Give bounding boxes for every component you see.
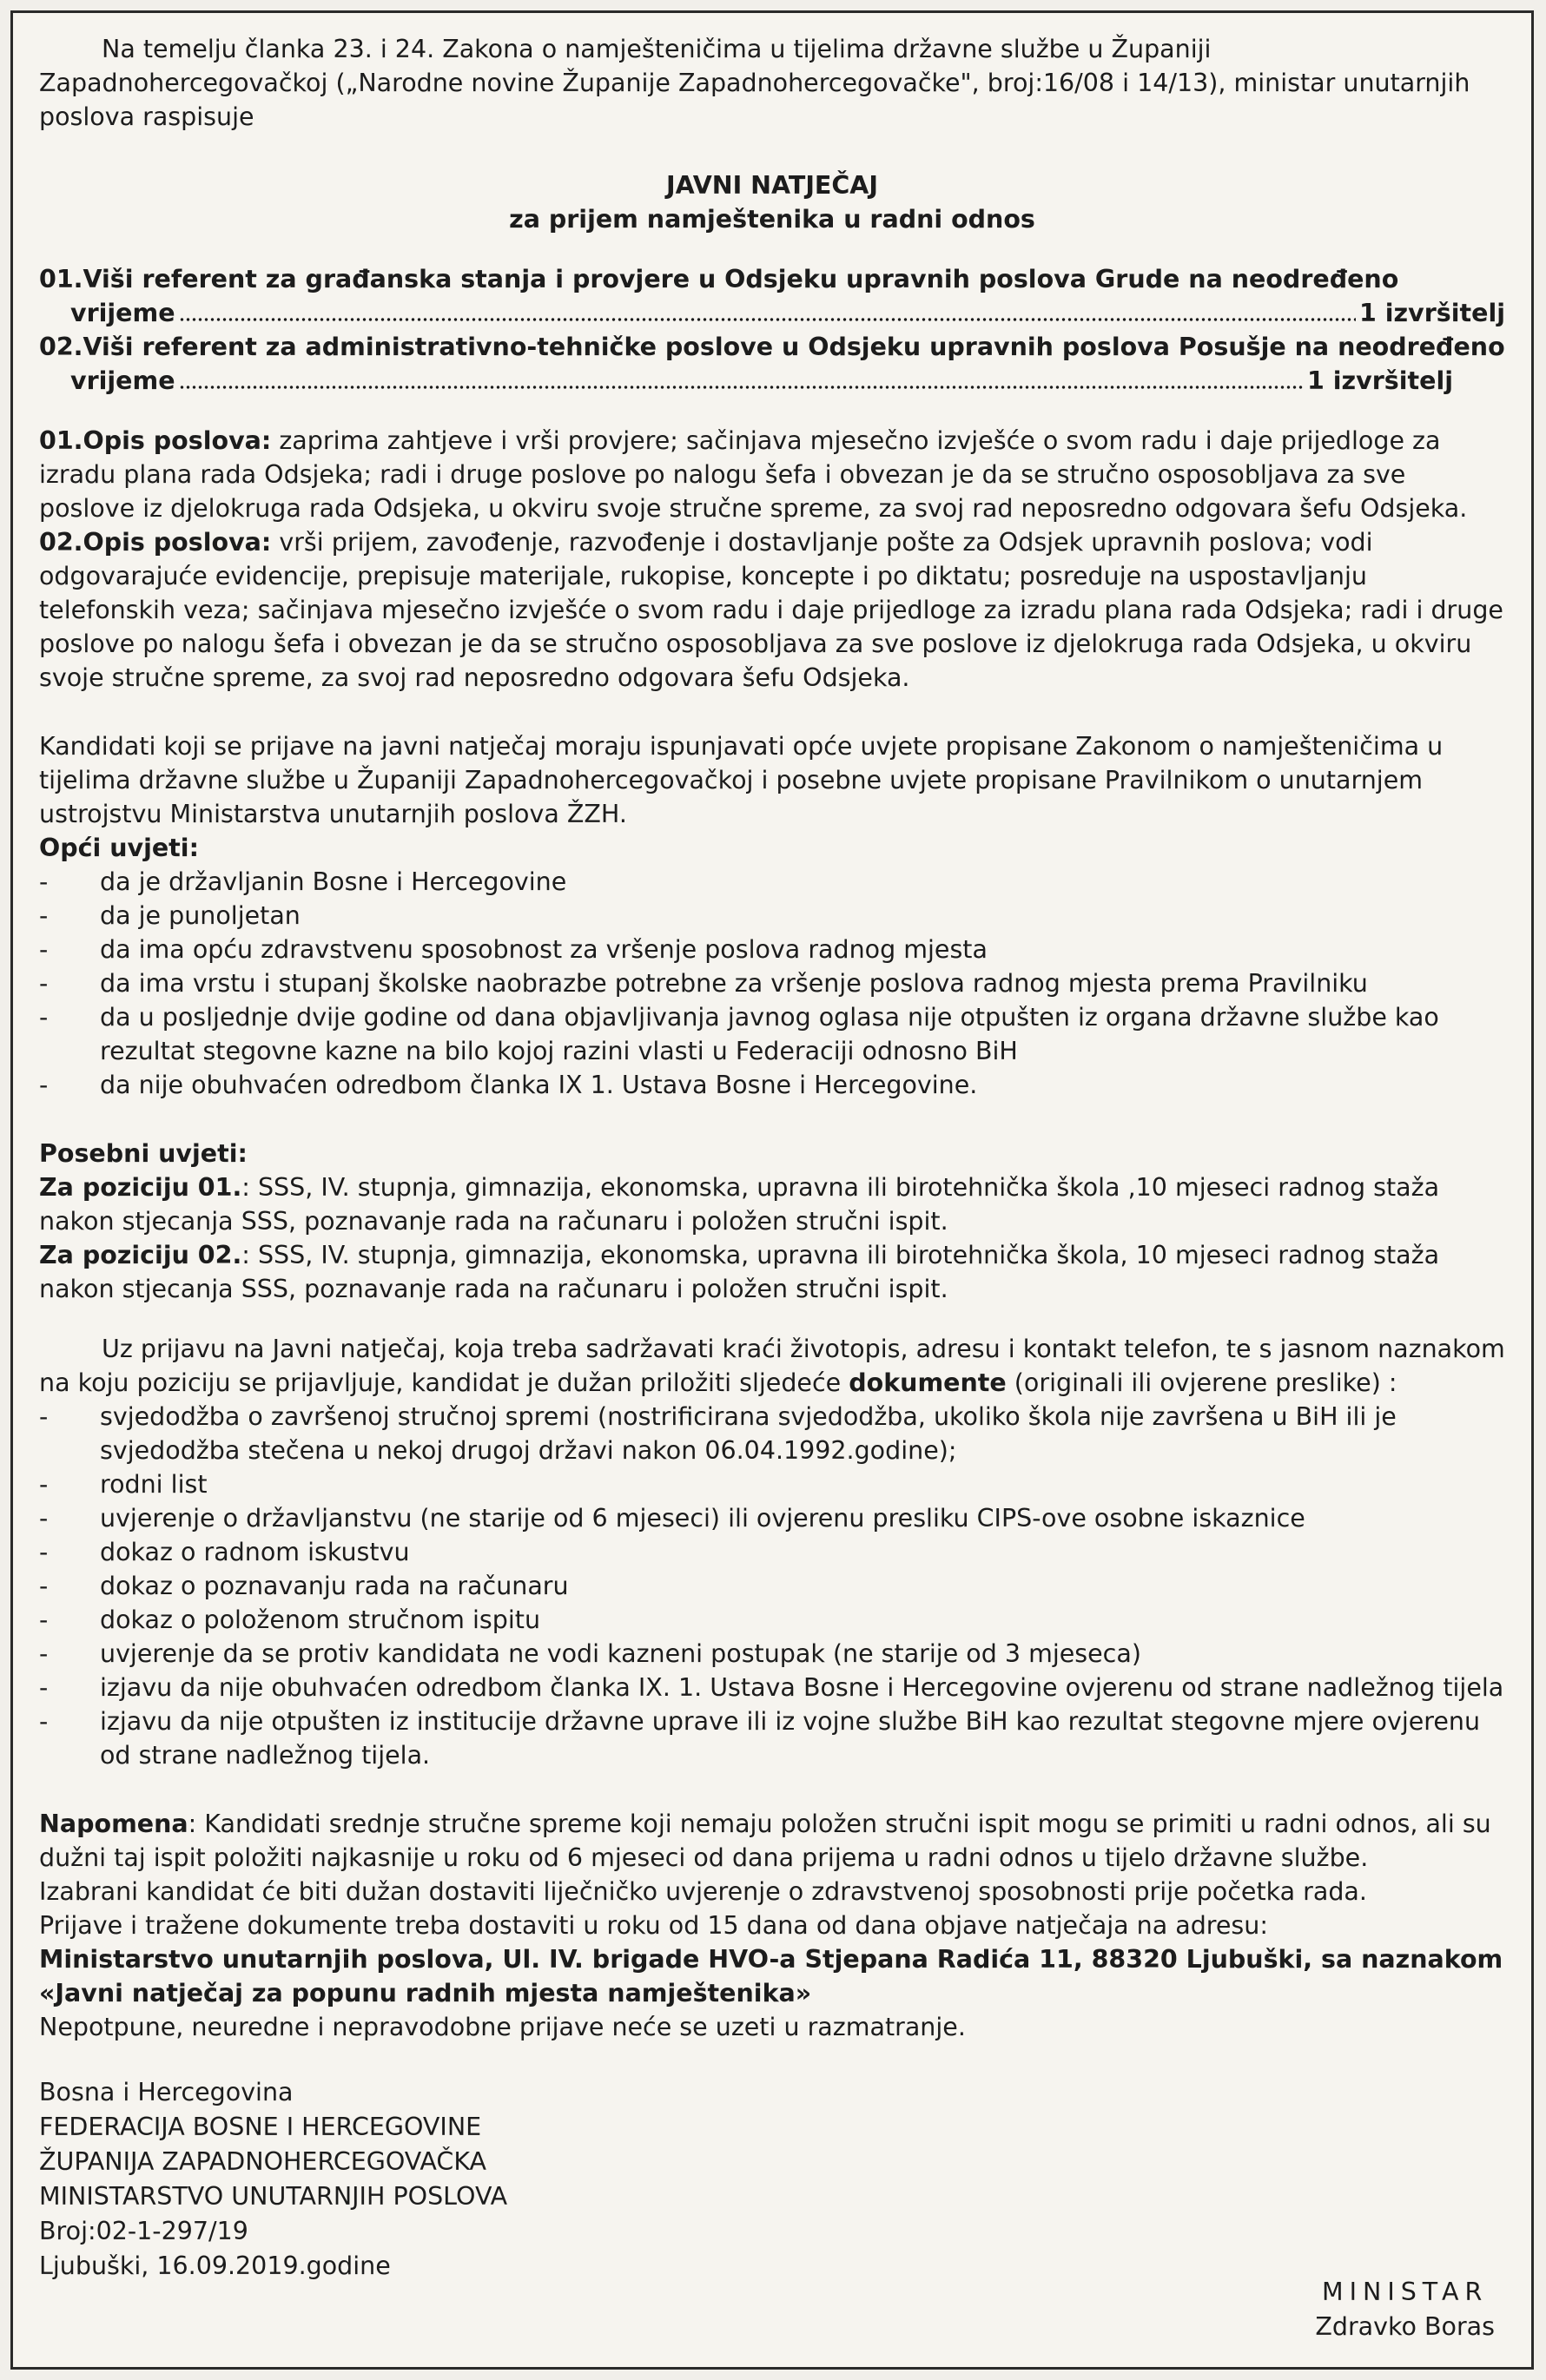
position-02-count-row [39,364,1505,398]
list-item: - da ima vrstu i stupanj školske naobrazbe potrebne za vršenje poslova radnog mjesta prema Pravilniku [39,969,1368,998]
position-01-title: 01.Viši referent za građanska stanja i provjere u Odsjeku upravnih poslova Grude na neodređeno [39,265,1399,293]
position-01-count-row [39,296,1505,330]
dot-leader [179,385,1305,390]
list-item: - dokaz o poznavanju rada na računaru [39,1572,569,1600]
position-02-title: 02.Viši referent za administrativno-tehničke poslove u Odsjeku upravnih poslova Posušje na neodređeno [39,333,1505,361]
sig-line: MINISTARSTVO UNUTARNJIH POSLOVA [39,2182,508,2211]
napomena-paragraph: Napomena: Kandidati srednje stručne spreme koji nemaju položen stručni ispit mogu se primiti u radni odnos, ali su dužni taj ispit položiti najkasnije u roku od 6 mjeseci od dana prijema u radni odnos u tijelo državne službe. [39,1810,1491,1872]
posebni-uvjeti-heading: Posebni uvjeti: [39,1139,248,1168]
izabrani-paragraph: Izabrani kandidat će biti dužan dostaviti liječničko uvjerenje o zdravstvenoj sposobnosti prije početka rada. [39,1877,1367,1906]
doc-number: Broj:02-1-297/19 [39,2217,248,2245]
page-subtitle: za prijem namještenika u radni odnos [509,205,1035,234]
list-item: - rodni list [39,1470,208,1499]
nepotpune-paragraph: Nepotpune, neuredne i nepravodobne prijave neće se uzeti u razmatranje. [39,2013,966,2041]
list-item: - da ima opću zdravstvenu sposobnost za vršenje poslova radnog mjesta [39,935,988,964]
list-item: - dokaz o radnom iskustvu [39,1538,410,1566]
sig-line: ŽUPANIJA ZAPADNOHERCEGOVAČKA [39,2147,487,2176]
sig-line: FEDERACIJA BOSNE I HERCEGOVINE [39,2113,482,2141]
opis-02-text: vrši prijem, zavođenje, razvođenje i dostavljanje pošte za Odsjek upravnih poslova; vodi odgovarajuće evidencije, prepisuje materijale, rukopise, koncepte i po diktatu; posreduje na uspostavljanju telefonskih veza; sačinjava mjesečno izvješće o svom radu i daje prijedloge za izradu plana rada Odsjeka; radi i druge poslove po nalogu šefa i obvezan je da se stručno osposobljava za sve poslove iz djelokruga rada Odsjeka, u okviru svoje stručne spreme, za svoj rad neposredno odgovara šefu Odsjeka. [39,528,1503,692]
napomena-label: Napomena [39,1810,188,1838]
list-item: - uvjerenje da se protiv kandidata ne vodi kazneni postupak (ne starije od 3 mjeseca) [39,1639,1141,1668]
minister-name: Zdravko Boras [1315,2312,1495,2341]
list-item: - da nije obuhvaćen odredbom članka IX 1. Ustava Bosne i Hercegovine. [39,1071,978,1099]
minister-title: MINISTAR [1322,2278,1489,2306]
posebni-01-paragraph [39,1170,1505,1238]
opis-02-label: 02.Opis poslova: [39,528,272,557]
list-item: - dokaz o položenom stručnom ispitu [39,1605,541,1634]
posebni-01-label: Za poziciju 01. [39,1173,242,1202]
position-01-count: 1 izvršitelj [1359,299,1505,327]
posebni-02-text: : SSS, IV. stupnja, gimnazija, ekonomska, upravna ili birotehnička škola, 10 mjeseci radnog staža nakon stjecanja SSS, poznavanje rada na računaru i položen stručni ispit. [39,1241,1440,1303]
documents-intro: Uz prijavu na Javni natječaj, koja treba sadržavati kraći životopis, adresu i kontakt telefon, te s jasnom naznakom na koju poziciju se prijavljuje, kandidat je dužan priložiti sljedeće dokumente (originali ili ovjerene preslike) : [39,1335,1505,1397]
dot-leader [179,317,1357,322]
intro-paragraph: Na temelju članka 23. i 24. Zakona o namješteničima u tijelima državne službe u Županiji Zapadnohercegovačkoj („Narodne novine Županije Zapadnohercegovačke", broj:16/08 i 14/13), ministar unutarnjih poslova raspisuje [39,35,1470,131]
page-title: JAVNI NATJEČAJ [666,171,878,200]
signature-block [39,2075,1505,2284]
opis-01-text: zaprima zahtjeve i vrši provjere; sačinjava mjesečno izvješće o svom radu i daje prijedloge za izradu plana rada Odsjeka; radi i druge poslove po nalogu šefa i obvezan je da se stručno osposobljava za sve poslove iz djelokruga rada Odsjeka, u okviru svoje stručne spreme, za svoj rad neposredno odgovara šefu Odsjeka. [39,426,1468,523]
opis-01-paragraph [39,424,1505,525]
opci-uvjeti-list [39,865,1505,1102]
list-item: - da je državljanin Bosne i Hercegovine [39,867,567,896]
position-02-count: 1 izvršitelj [1307,366,1453,395]
minister-signature [1315,2275,1495,2344]
sig-line: Bosna i Hercegovina [39,2078,294,2106]
opis-02-paragraph [39,525,1505,695]
posebni-01-text: : SSS, IV. stupnja, gimnazija, ekonomska, upravna ili birotehnička škola ,10 mjeseci radnog staža nakon stjecanja SSS, poznavanje rada na računaru i položen stručni ispit. [39,1173,1440,1236]
list-item: - izjavu da nije obuhvaćen odredbom članka IX. 1. Ustava Bosne i Hercegovine ovjerenu od strane nadležnog tijela [39,1673,1504,1702]
list-item: - da u posljednje dvije godine od dana objavljivanja javnog oglasa nije otpušten iz organa državne službe kao rezultat stegovne kazne na bilo kojoj razini vlasti u Federaciji odnosno BiH [39,1003,1439,1065]
prijave-paragraph: Prijave i tražene dokumente treba dostaviti u roku od 15 dana od dana objave natječaja na adresu: [39,1911,1268,1940]
documents-list [39,1400,1505,1772]
list-item: - uvjerenje o državljanstvu (ne starije od 6 mjeseci) ili ovjerenu presliku CIPS-ove osobne iskaznice [39,1504,1305,1533]
opis-01-label: 01.Opis poslova: [39,426,272,455]
posebni-02-paragraph [39,1238,1505,1306]
address-paragraph: Ministarstvo unutarnjih poslova, Ul. IV. brigade HVO-a Stjepana Radića 11, 88320 Ljubuški, sa naznakom «Javni natječaj za popunu radnih mjesta namještenika» [39,1945,1503,2008]
position-02-cont: vrijeme [70,366,175,395]
posebni-02-label: Za poziciju 02. [39,1241,242,1269]
list-item: - svjedodžba o završenoj stručnoj spremi (nostrificirana svjedodžba, ukoliko škola nije završena u BiH ili je svjedodžba stečena u nekoj drugoj državi nakon 06.04.1992.godine); [39,1402,1397,1465]
documents-keyword: dokumente [849,1368,1007,1397]
list-item: - da je punoljetan [39,901,301,930]
opci-uvjeti-heading: Opći uvjeti: [39,834,199,862]
position-01-cont: vrijeme [70,299,175,327]
candidates-paragraph: Kandidati koji se prijave na javni natječaj moraju ispunjavati opće uvjete propisane Zakonom o namješteničima u tijelima državne službe u Županiji Zapadnohercegovačkoj i posebne uvjete propisane Pravilnikom o unutarnjem ustrojstvu Ministarstva unutarnjih poslova ŽZH. [39,732,1444,828]
announcement-page [10,10,1534,2370]
doc-date: Ljubuški, 16.09.2019.godine [39,2251,391,2280]
list-item: - izjavu da nije otpušten iz institucije državne uprave ili iz vojne službe BiH kao rezultat stegovne mjere ovjerenu od strane nadležnog tijela. [39,1707,1481,1770]
